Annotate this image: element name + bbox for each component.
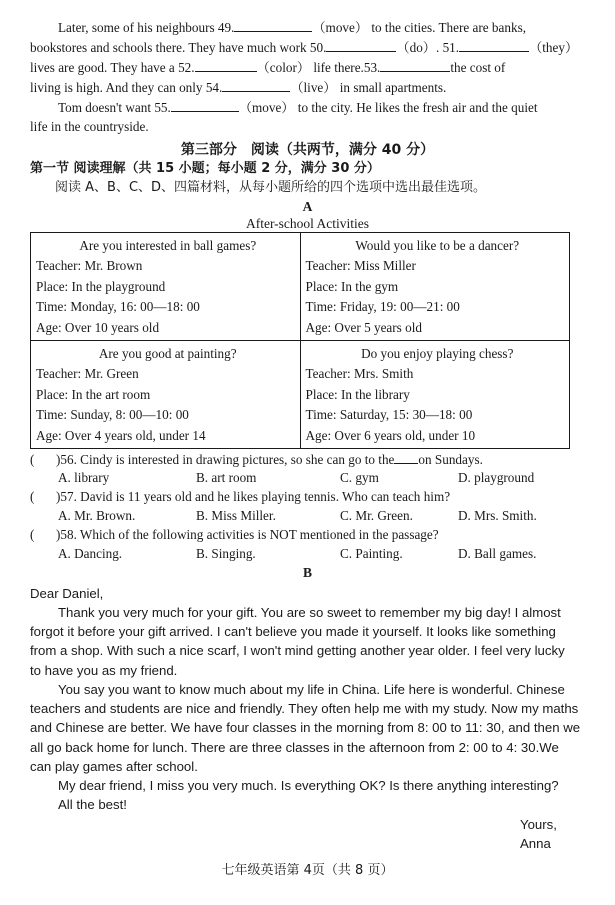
answer-paren[interactable]: ( bbox=[30, 527, 35, 542]
option-b[interactable]: B. Miss Miller. bbox=[196, 508, 276, 523]
activity-age: Age: Over 6 years old, under 10 bbox=[305, 427, 476, 443]
activity-time: Time: Friday, 19: 00—21: 00 bbox=[305, 299, 460, 314]
activity-age: Age: Over 10 years old bbox=[36, 319, 160, 335]
activity-teacher: Teacher: Miss Miller bbox=[305, 258, 416, 273]
blank-51[interactable] bbox=[459, 38, 529, 52]
part-title: 第三部分 阅读（共两节，满分 40 分） bbox=[180, 142, 435, 158]
activity-cell-ball-games bbox=[31, 233, 301, 341]
option-b[interactable]: B. art room bbox=[196, 470, 257, 485]
letter-paragraph-2-cont: teachers and students are nice and friendly. They often help me with my study. Now my maths and Chinese are better. We have four classes in the morning from 8: 00 to 11: 30, and then we all go back home for lunch. There are three classes in the afternoon from 2: 00 to 4: 30.We can play games after school. bbox=[30, 701, 581, 775]
answer-paren[interactable]: ( bbox=[30, 489, 35, 504]
blank-53[interactable] bbox=[380, 58, 450, 72]
option-c[interactable]: C. gym bbox=[340, 470, 379, 485]
section-subtitle: 第一节 阅读理解（共 15 小题；每小题 2 分，满分 30 分） bbox=[30, 161, 380, 176]
blank-52[interactable] bbox=[195, 58, 257, 72]
activity-cell-dancing bbox=[300, 233, 570, 341]
activity-teacher: Teacher: Mr. Green bbox=[36, 366, 139, 381]
letter-signature: Anna bbox=[520, 836, 551, 851]
option-a[interactable]: A. library bbox=[58, 470, 110, 485]
option-a[interactable]: A. Dancing. bbox=[58, 546, 123, 561]
blank-49[interactable] bbox=[234, 18, 312, 32]
activity-place: Place: In the library bbox=[305, 386, 410, 402]
option-b[interactable]: B. Singing. bbox=[196, 546, 256, 561]
option-c[interactable]: C. Painting. bbox=[340, 546, 403, 561]
activity-place: Place: In the art room bbox=[36, 386, 151, 402]
letter-closing: Yours, bbox=[520, 817, 557, 832]
page-footer: 七年级英语第 4页（共 8 页） bbox=[221, 863, 394, 878]
question-58: ( )58. Which of the following activities is NOT mentioned in the passage? bbox=[30, 527, 439, 542]
cloze-line-6: life in the countryside. bbox=[30, 119, 149, 134]
option-d[interactable]: D. Mrs. Smith. bbox=[458, 508, 537, 523]
letter-paragraph-2: You say you want to know much about my life in China. Life here is wonderful. Chinese bbox=[58, 682, 565, 697]
cloze-line-4: living is high. And they can only 54. （live） in small apartments. bbox=[30, 80, 447, 95]
activity-cell-painting bbox=[31, 341, 301, 449]
reading-instruction: 阅读 A、B、C、D、四篇材料，从每小题所给的四个选项中选出最佳选项。 bbox=[55, 180, 487, 195]
cloze-line-3: lives are good. They have a 52. （color） life there.53. the cost of bbox=[30, 60, 506, 75]
blank-56[interactable] bbox=[394, 450, 418, 464]
letter-greeting: Dear Daniel, bbox=[30, 586, 104, 601]
table-row bbox=[31, 233, 570, 341]
letter-paragraph-1: Thank you very much for your gift. You are so sweet to remember my big day! I almost bbox=[58, 605, 561, 620]
activity-cell-chess bbox=[300, 341, 570, 449]
activity-teacher: Teacher: Mrs. Smith bbox=[305, 366, 414, 381]
option-d[interactable]: D. Ball games. bbox=[458, 546, 537, 561]
option-d[interactable]: D. playground bbox=[458, 470, 535, 485]
activity-question: Are you good at painting? bbox=[98, 346, 237, 361]
table-row bbox=[31, 341, 570, 449]
activity-place: Place: In the gym bbox=[305, 278, 399, 294]
letter-paragraph-1-cont: forgot it before your gift arrived. I can't believe you made it yourself. It looks like something from a shop. With such a nice scarf, I won't mind getting another year older. I feel very lucky to have you as my friend. bbox=[30, 624, 565, 678]
activity-time: Time: Monday, 16: 00—18: 00 bbox=[36, 299, 200, 314]
passage-a-letter: A bbox=[302, 199, 313, 214]
passage-a-title: After-school Activities bbox=[245, 216, 370, 231]
question-57: ( )57. David is 11 years old and he likes playing tennis. Who can teach him? bbox=[30, 489, 451, 504]
cloze-line-2: bookstores and schools there. They have much work 50. （do）. 51. （they） bbox=[30, 40, 579, 55]
activity-age: Age: Over 5 years old bbox=[305, 319, 422, 335]
letter-paragraph-3: My dear friend, I miss you very much. Is everything OK? Is there anything interesting? All the best! bbox=[58, 778, 559, 813]
activity-question: Would you like to be a dancer? bbox=[355, 238, 520, 253]
option-a[interactable]: A. Mr. Brown. bbox=[58, 508, 136, 523]
blank-54[interactable] bbox=[222, 78, 290, 92]
activity-time: Time: Saturday, 15: 30—18: 00 bbox=[305, 407, 473, 422]
activity-time: Time: Sunday, 8: 00—10: 00 bbox=[36, 407, 189, 422]
activity-question: Do you enjoy playing chess? bbox=[361, 346, 514, 361]
cloze-line-5: Tom doesn't want 55. （move） to the city. He likes the fresh air and the quiet bbox=[58, 100, 538, 115]
activity-teacher: Teacher: Mr. Brown bbox=[36, 258, 143, 273]
cloze-line-1: Later, some of his neighbours 49. （move） to the cities. There are banks, bbox=[58, 20, 526, 35]
passage-b-letter: B bbox=[302, 565, 312, 580]
activities-table bbox=[30, 232, 570, 449]
answer-paren[interactable]: ( bbox=[30, 452, 35, 467]
option-c[interactable]: C. Mr. Green. bbox=[340, 508, 413, 523]
blank-55[interactable] bbox=[171, 98, 239, 112]
activity-question: Are you interested in ball games? bbox=[79, 238, 257, 253]
question-56: ( )56. Cindy is interested in drawing pictures, so she can go to the on Sundays. bbox=[30, 452, 483, 467]
blank-50[interactable] bbox=[326, 38, 396, 52]
activity-age: Age: Over 4 years old, under 14 bbox=[36, 427, 206, 443]
activity-place: Place: In the playground bbox=[36, 278, 166, 294]
